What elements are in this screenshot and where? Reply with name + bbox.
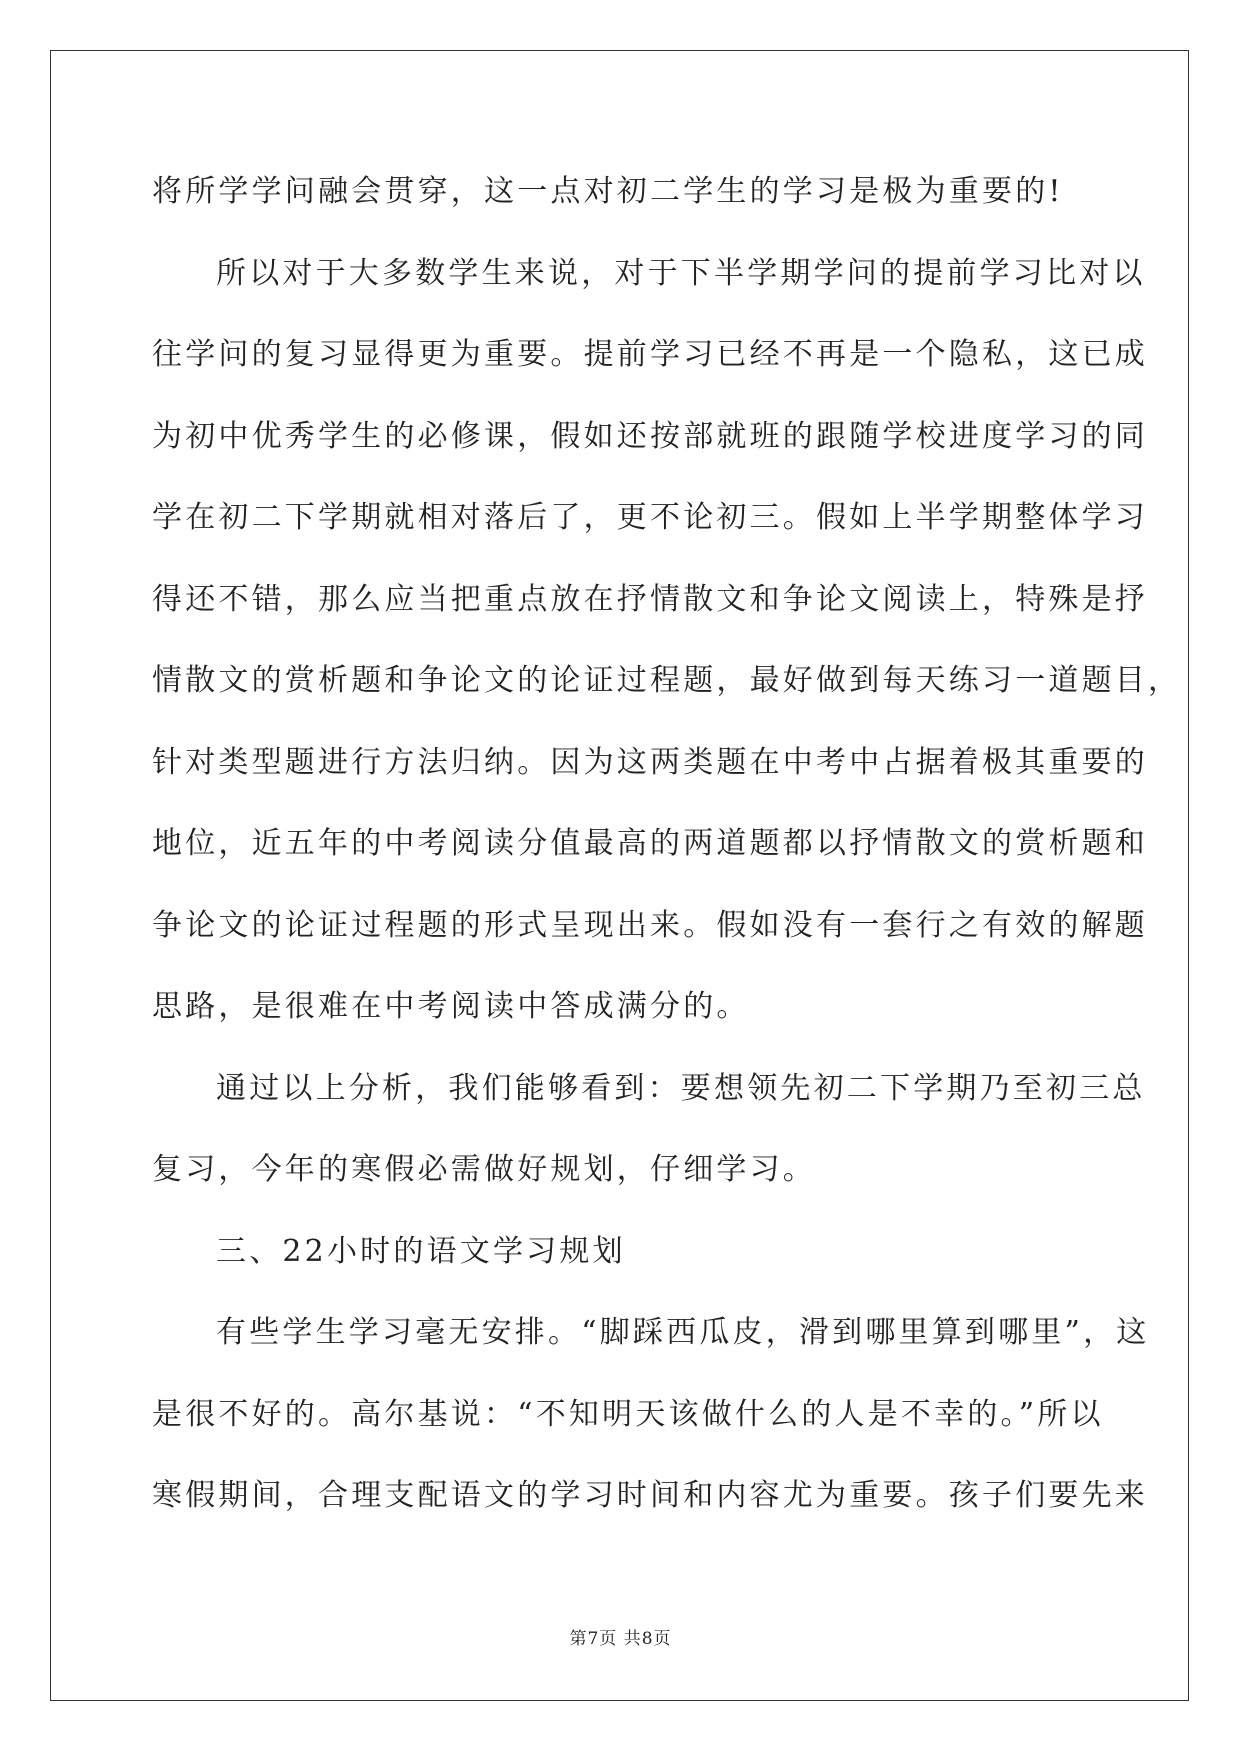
text-line: 复习，今年的寒假必需做好规划，仔细学习。: [152, 1152, 816, 1187]
text-line: 往学问的复习显得更为重要。提前学习已经不再是一个隐私，这已成: [152, 337, 1148, 372]
text-line: 为初中优秀学生的必修课，假如还按部就班的跟随学校进度学习的同: [152, 418, 1148, 454]
text-line: 寒假期间，合理支配语文的学习时间和内容尤为重要。孩子们要先来: [152, 1478, 1148, 1513]
text-line: 通过以上分析，我们能够看到：要想领先初二下学期乃至初三总: [216, 1070, 1146, 1106]
document-body: [152, 164, 1182, 1550]
text-line: 所以对于大多数学生来说，对于下半学期学问的提前学习比对以: [216, 255, 1146, 291]
text-line: 争论文的论证过程题的形式呈现出来。假如没有一套行之有效的解题: [152, 907, 1148, 943]
page-number: 第7页 共8页: [569, 1629, 672, 1649]
text-line: 有些学生学习毫无安排。“脚踩西瓜皮，滑到哪里算到哪里”，这: [216, 1315, 1150, 1350]
text-line: 得还不错，那么应当把重点放在抒情散文和争论文阅读上，特殊是抒: [152, 581, 1148, 617]
text-line: 思路，是很难在中考阅读中答成满分的。: [152, 989, 750, 1024]
section-heading: 三、22小时的语文学习规划: [216, 1233, 626, 1269]
text-line: 是很不好的。高尔基说：“不知明天该做什么的人是不幸的。”所以: [152, 1396, 1104, 1432]
text-line: 针对类型题进行方法归纳。因为这两类题在中考中占据着极其重要的: [152, 744, 1148, 780]
text-line: 学在初二下学期就相对落后了，更不论初三。假如上半学期整体学习: [152, 500, 1148, 535]
text-line: 地位，近五年的中考阅读分值最高的两道题都以抒情散文的赏析题和: [152, 826, 1148, 861]
text-line: 将所学学问融会贯穿，这一点对初二学生的学习是极为重要的!: [152, 174, 1064, 209]
text-line: 情散文的赏析题和争论文的论证过程题，最好做到每天练习一道题目，: [152, 663, 1182, 698]
